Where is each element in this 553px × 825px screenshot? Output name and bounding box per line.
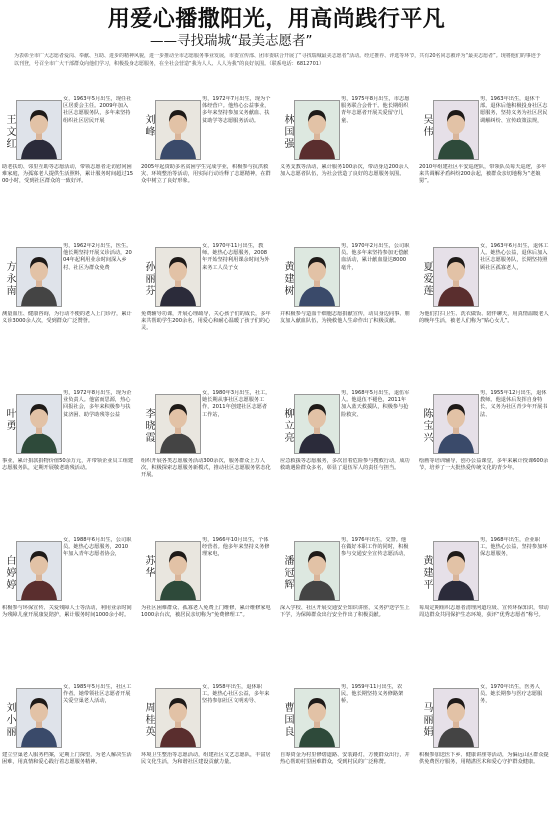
volunteer-name: 白婷婷 <box>4 555 15 591</box>
bio-text-continued: 义务支教等活动，累计服务100余次，带动身边200余人加入志愿者队伍，为社会营造了良好的志愿服务氛围。 <box>280 164 409 178</box>
volunteer-name: 方永南 <box>4 261 15 297</box>
volunteer-name: 苏华 <box>143 555 154 579</box>
portrait-photo <box>16 247 62 307</box>
volunteer-card <box>139 92 275 235</box>
volunteer-name: 马丽娟 <box>421 702 432 738</box>
bio-text-continued: 事业，累计捐款捐物价值50余万元，并带领企业员工组建志愿服务队，定期开展敬老助残活动。 <box>2 458 134 472</box>
volunteer-card <box>0 680 136 823</box>
volunteer-name: 潘冠辉 <box>282 555 293 591</box>
bio-text-continued: 积极参加送医下乡、健康讲座等活动，为偏远山区群众提供免费医疗服务，用精湛医术和爱心守护群众健康。 <box>419 752 549 766</box>
portrait-photo <box>433 247 479 307</box>
volunteer-name: 孙丽芬 <box>143 261 154 297</box>
portrait-photo <box>155 100 201 160</box>
volunteer-row <box>0 680 553 823</box>
bio-text: 男，1972年8月出生，现为企业负责人。他富而思源，热心回报社会，多年来积极参与扶贫济困、助学助残等公益 <box>63 390 132 418</box>
bio-text: 男，1970年2月出生，公司职员。他多年来坚持参加无偿献血活动，累计献血量达8000毫升， <box>341 243 410 271</box>
portrait-photo <box>16 394 62 454</box>
bio-text: 男，1962年2月出生，医生。他长期坚持开展义诊活动，2004年起利用业余时间深入乡村、社区为群众免费 <box>63 243 132 271</box>
volunteer-card <box>417 239 553 382</box>
volunteer-card <box>278 92 414 235</box>
volunteer-name: 刘小丽 <box>4 702 15 738</box>
bio-text: 女，1970年11月出生，教师。她热心志愿服务，2008年开始坚持利用课余时间为外来务工人员子女 <box>202 243 270 271</box>
bio-text-continued: 为他们打扫卫生、洗衣做饭、陪伴聊天，用真情温暖老人的晚年生活，被老人们称为“贴心女儿”。 <box>419 311 549 325</box>
volunteer-card <box>278 533 414 676</box>
volunteer-name: 叶勇 <box>4 408 15 432</box>
portrait-photo <box>16 100 62 160</box>
bio-text: 男，1955年12月出生，退休教师。他退休后发挥自身特长，义务为社区青少年开展书法、 <box>480 390 548 418</box>
volunteer-card <box>139 533 275 676</box>
portrait-photo <box>433 100 479 160</box>
portrait-photo <box>294 100 340 160</box>
volunteer-row <box>0 92 553 235</box>
bio-text: 女，1985年5月出生，社区工作者。她带领社区志愿者开展关爱空巢老人活动， <box>63 684 132 705</box>
bio-text-continued: 应急救援等志愿服务，多次冒着危险参与搜救行动，成功救助遇险群众多名，彰显了退伍军人的责任与担当。 <box>280 458 410 472</box>
bio-text: 女，1963年5月出生，现任社区居委会主任。2009年加入社区志愿服务队，多年来坚持组织社区居民开展 <box>63 96 132 124</box>
portrait-photo <box>155 541 201 601</box>
volunteer-grid <box>0 92 553 825</box>
volunteer-card <box>278 680 414 823</box>
volunteer-name: 刘峰 <box>143 114 154 138</box>
bio-text-continued: 并积极参与造血干细胞志愿捐献宣传，动员身边同事、朋友加入献血队伍，为挽救他人生命作出了积极贡献。 <box>280 311 410 325</box>
portrait-photo <box>433 688 479 748</box>
bio-text: 男，1966年10月出生，个体经营者。他多年来坚持义务修理家电， <box>202 537 270 558</box>
volunteer-row <box>0 239 553 382</box>
bio-text: 男，1976年出生，交警。他在做好本职工作的同时，积极参与交通安全宣传志愿活动， <box>341 537 409 558</box>
bio-text-continued: 积极参与环保宣传、关爱残障人士等活动，利用业余时间为残障儿童开展康复陪护，累计服务时间1000余小时。 <box>2 605 132 619</box>
bio-text-continued: 为社区困难群众、孤寡老人免费上门维修，累计维修家电1000余台次，被居民亲切称为“免费修理工”。 <box>141 605 271 619</box>
volunteer-card <box>0 239 136 382</box>
bio-text-continued: 深入学校、社区开展交通安全知识讲座，义务护送学生上下学，为保障群众出行安全作出了积极贡献。 <box>280 605 410 619</box>
bio-text-continued: 环境卫生整治等志愿活动，组建社区文艺志愿队，丰富居民文化生活，为和谐社区建设贡献力量。 <box>141 752 271 766</box>
bio-text: 男，1968年出生，企业职工。他热心公益，坚持参加环保志愿服务， <box>480 537 548 558</box>
volunteer-card <box>417 680 553 823</box>
bio-text-continued: 免费辅导功课，开展心理疏导，关心孩子们的成长，多年来共帮助学生200余名，用爱心和耐心温暖了孩子们的心灵。 <box>141 311 271 332</box>
volunteer-card <box>417 386 553 529</box>
volunteer-name: 林国强 <box>282 114 293 150</box>
volunteer-card <box>0 386 136 529</box>
bio-text-continued: 建立空巢老人服务档案，定期上门探望，为老人解决生活困难，用真情和爱心践行着志愿服务精神。 <box>2 752 132 766</box>
bio-text-continued: 2005年起资助多名贫困学生完成学业，积极参与抗洪救灾、环境整治等活动，用实际行动诠释了志愿精神，在群众中树立了良好形象。 <box>141 164 271 185</box>
volunteer-name: 周桂英 <box>143 702 154 738</box>
volunteer-card <box>139 386 275 529</box>
portrait-photo <box>16 541 62 601</box>
bio-text: 男，1959年11月出生，农民。他长期坚持义务修路架桥， <box>341 684 404 705</box>
page-title: 用爱心播撒阳光，用高尚践行平凡 <box>107 6 446 32</box>
bio-text-continued: 2010年组建社区平安巡逻队，带领队员每天巡逻，多年来共调解矛盾纠纷200余起，被群众亲切地称为“老娘舅”。 <box>419 164 547 185</box>
volunteer-card <box>417 533 553 676</box>
portrait-photo <box>16 688 62 748</box>
bio-text: 男，1968年5月出生，退伍军人。他退伍不褪色，2011年加入蓝天救援队，积极参与抢险救灾、 <box>341 390 410 418</box>
portrait-photo <box>294 541 340 601</box>
bio-text: 男，1975年8月出生，市志愿服务联合会骨干。他长期组织青年志愿者开展关爱留守儿童、 <box>341 96 410 124</box>
bio-text: 女，1970年出生，医务人员。她长期参与医疗志愿服务， <box>480 684 543 705</box>
bio-text-continued: 组织开展各类志愿服务活动300余次，服务群众上万人次，积极探索志愿服务新模式，推动社区志愿服务常态化开展。 <box>141 458 271 479</box>
intro-paragraph: 为表彰全市广大志愿者爱岗、奉献、互助、进步的精神风貌，进一步推动全市志愿服务事业发展，市委宣传部、团市委联合开展了“寻找瑞城最美志愿者”活动。经过推荐、评选等环节，共有20名同志被评为“最美志愿者”。现将他们的事迹予以刊登，号召全市广大干部群众向他们学习，积极投身志愿服务，在全社会营造“我为人人、人人为我”的良好氛围。（联系电话：6812701） <box>14 53 541 67</box>
bio-text-continued: 自筹资金为村里修缮道路、安装路灯，方便群众出行，并热心帮助村里困难群众，受到村民的广泛称赞。 <box>280 752 410 766</box>
bio-text-continued: 每周定期组织志愿者清理河道垃圾、宣传环保知识，带动周边群众共同保护生态环境，获评“优秀志愿者”称号。 <box>419 605 549 619</box>
bio-text: 女，1988年6月出生，公司职员。她热心志愿服务，2010年加入青年志愿者协会， <box>63 537 132 558</box>
bio-text-continued: 绘画等培训辅导，创办公益课堂，多年来累计授课600余节，培养了一大批热爱传统文化的青少年。 <box>419 458 549 472</box>
portrait-photo <box>294 394 340 454</box>
volunteer-name: 曹国良 <box>282 702 293 738</box>
volunteer-name: 柳立亮 <box>282 408 293 444</box>
portrait-photo <box>155 394 201 454</box>
bio-text-continued: 助老扶幼、邻里互助等志愿活动，带领志愿者走访慰问困难家庭，为孤寡老人提供生活照料，累计服务时间超过1500小时，受到社区群众的一致好评。 <box>2 164 134 185</box>
page-subtitle: ——寻找瑞城“最美志愿者” <box>150 33 313 49</box>
bio-text: 男，1963年出生，退休干部。退休后他积极投身社区志愿服务，坚持义务为社区居民调解纠纷、宣传政策法规， <box>480 96 548 124</box>
bio-text: 女，1958年出生，退休职工。她热心社区公益，多年来坚持参加社区文明劝导、 <box>202 684 270 705</box>
volunteer-card <box>278 239 414 382</box>
portrait-photo <box>433 394 479 454</box>
bio-text: 女，1963年6月出生，退休工人。她热心公益，退休后加入社区志愿服务队，长期坚持照顾社区孤寡老人， <box>480 243 549 271</box>
bio-text: 女，1980年3月出生，社工。她长期从事社区志愿服务工作，2011年创建社区志愿者工作站， <box>202 390 271 418</box>
volunteer-row <box>0 386 553 529</box>
portrait-photo <box>294 688 340 748</box>
portrait-photo <box>433 541 479 601</box>
volunteer-name: 吴伟 <box>421 114 432 138</box>
volunteer-name: 王文红 <box>4 114 15 150</box>
portrait-photo <box>155 688 201 748</box>
volunteer-name: 夏爱莲 <box>421 261 432 297</box>
volunteer-card <box>278 386 414 529</box>
volunteer-name: 黄建平 <box>421 555 432 591</box>
volunteer-card <box>417 92 553 235</box>
volunteer-name: 陈宝兴 <box>421 408 432 444</box>
portrait-photo <box>155 247 201 307</box>
volunteer-name: 李晓霞 <box>143 408 154 444</box>
bio-text-continued: 测量血压、健康咨询，为行动不便的老人上门诊疗，累计义诊3000余人次，受到群众广泛赞誉。 <box>2 311 132 325</box>
volunteer-card <box>139 680 275 823</box>
volunteer-row <box>0 533 553 676</box>
portrait-photo <box>294 247 340 307</box>
volunteer-card <box>139 239 275 382</box>
volunteer-card <box>0 533 136 676</box>
volunteer-name: 黄建树 <box>282 261 293 297</box>
bio-text: 男，1972年7月出生，现为个体经营户。他热心公益事业，多年来坚持参加义务献血、扶贫助学等志愿服务活动。 <box>202 96 271 124</box>
volunteer-card <box>0 92 136 235</box>
